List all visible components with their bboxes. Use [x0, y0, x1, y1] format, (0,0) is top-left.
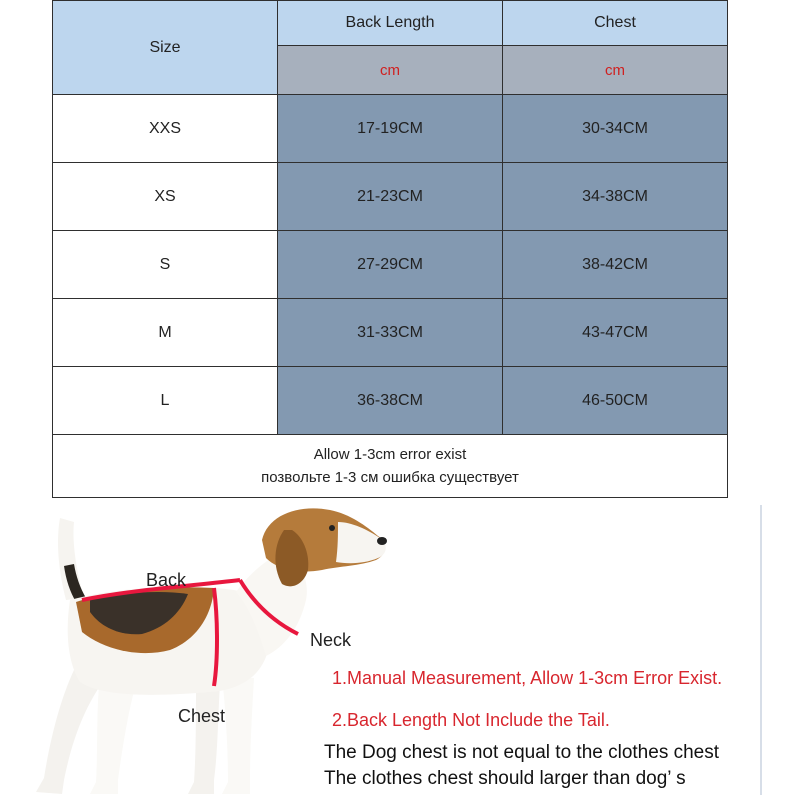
image-edge-divider — [760, 505, 762, 795]
back-label: Back — [146, 570, 187, 590]
back-length-cell: 31-33CM — [278, 299, 503, 367]
header-row — [53, 1, 728, 46]
chest-cell: 46-50CM — [503, 367, 728, 435]
size-cell: XXS — [53, 95, 278, 163]
back-length-cell: 17-19CM — [278, 95, 503, 163]
size-cell: M — [53, 299, 278, 367]
table-row — [53, 299, 728, 367]
instruction-back-length: 2.Back Length Not Include the Tail. — [332, 710, 610, 730]
size-chart-table — [52, 0, 728, 498]
chest-header: Chest — [503, 1, 728, 46]
dog-front-leg-back — [188, 680, 220, 794]
size-cell: S — [53, 231, 278, 299]
table-row — [53, 95, 728, 163]
size-header: Size — [53, 1, 278, 95]
error-note-russian: позвольте 1-3 см ошибка существует — [261, 469, 519, 486]
size-cell: L — [53, 367, 278, 435]
table-row — [53, 231, 728, 299]
chest-cell: 34-38CM — [503, 163, 728, 231]
dog-hind-leg-back — [36, 670, 100, 794]
instruction-manual-measurement: 1.Manual Measurement, Allow 1-3cm Error Exist. — [332, 668, 723, 688]
chest-cell: 30-34CM — [503, 95, 728, 163]
table-row — [53, 163, 728, 231]
chest-label: Chest — [178, 706, 226, 726]
chest-cell: 43-47CM — [503, 299, 728, 367]
size-cell: XS — [53, 163, 278, 231]
instruction-clothes-chest: The clothes chest should larger than dog’ s — [324, 768, 686, 789]
instruction-chest-note: The Dog chest is not equal to the clothes chest — [324, 742, 720, 763]
table-row — [53, 367, 728, 435]
error-note — [53, 435, 728, 498]
back-length-cell: 36-38CM — [278, 367, 503, 435]
error-note-english: Allow 1-3cm error exist — [313, 446, 467, 463]
neck-label: Neck — [310, 630, 352, 650]
dog-front-leg-front — [222, 676, 254, 794]
back-length-cell: 27-29CM — [278, 231, 503, 299]
note-row — [53, 435, 728, 498]
back-length-cell: 21-23CM — [278, 163, 503, 231]
chest-cell: 38-42CM — [503, 231, 728, 299]
back-length-header: Back Length — [278, 1, 503, 46]
chest-unit: cm — [503, 46, 728, 95]
dog-nose — [377, 537, 387, 545]
back-length-unit: cm — [278, 46, 503, 95]
dog-eye — [329, 525, 335, 531]
